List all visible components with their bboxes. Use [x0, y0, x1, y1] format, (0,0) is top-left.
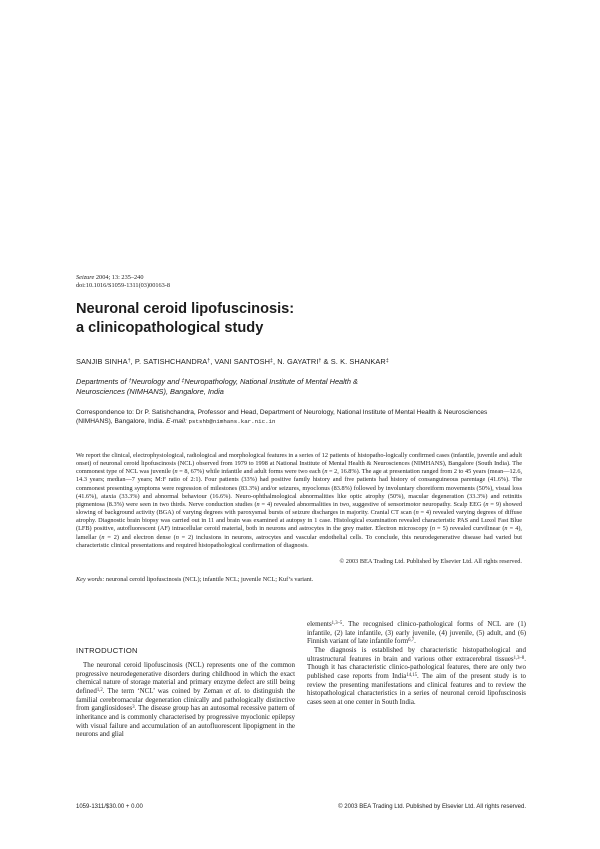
abstract-n: n	[256, 500, 260, 508]
journal-name: Seizure	[76, 274, 95, 281]
email-address[interactable]: pstshb@nimhans.kar.nic.in	[188, 418, 276, 425]
correspondence	[76, 408, 516, 426]
author-5-mark: ‡	[385, 357, 389, 364]
author-5: S. K. SHANKAR	[330, 357, 386, 366]
abstract-n: n	[174, 468, 178, 476]
intro-text: The neuronal ceroid lipofuscinosis (NCL) represents one of the common progressive neurodegenerative disorders during childhood in which the exact chemical nature of storage material and primary enzyme defect are still being defined	[76, 661, 295, 695]
intro-right-column	[307, 620, 526, 707]
reference-link[interactable]: 6,7	[408, 638, 415, 644]
intro-text: . The term ‘NCL’ was coined by Zeman	[102, 686, 226, 695]
article-title	[76, 300, 526, 338]
intro-text: . Though it has characteristic clinico-pathological features, there are only two published case reports from India	[307, 654, 526, 680]
abstract	[76, 452, 522, 550]
intro-text: The diagnosis is established by characteristic histopathological and ultrastructural features in brain and various other extracerebral tissues	[307, 645, 526, 663]
intro-et-al: et al.	[225, 686, 242, 695]
intro-left-column	[76, 661, 295, 739]
abstract-text: = 4) revealed abnormalities in two, suggestive of sensorimotor neuropathy. Scalp EEG (	[259, 500, 486, 508]
keywords	[76, 576, 522, 584]
author-2-mark: †	[207, 357, 211, 364]
abstract-n: n	[485, 500, 489, 508]
keywords-text: neuronal ceroid lipofuscinosis (NCL); infantile NCL; juvenile NCL; Kuf’s variant.	[104, 576, 314, 583]
affiliation-dept-2: Neuropathology, National Institute of Mental Health &	[184, 377, 358, 386]
abstract-text: = 9) showed slowing of background activity (BGA) of varying degrees with paroxysmal bursts of seizure discharges in majority. Cranial CT scan (	[76, 500, 523, 517]
author-3-mark: ‡	[270, 357, 273, 364]
abstract-text: = 2) and electron dense (	[104, 533, 176, 541]
abstract-n: n	[504, 525, 508, 533]
reference-link[interactable]: 1,3–5	[331, 620, 343, 626]
abstract-n: n	[175, 533, 179, 541]
author-2: P. SATISHCHANDRA	[134, 357, 208, 366]
footer-copyright: © 2003 BEA Trading Ltd. Published by Elsevier Ltd. All rights reserved.	[338, 804, 526, 810]
abstract-n: n	[431, 525, 435, 533]
abstract-text: We report the clinical, electrophysiological, radiological and morphological features in a series of 12 patients of histopatho-logically confirmed cases (infantile, juvenile and adult onset) of neuronal ceroid lipofuscinosis (NCL) observed from 1979 to 1998 at National Institute of Mental Health & Neurosciences (NIMHANS), Bangalore (South India). The commonest type of NCL was juvenile (	[76, 452, 522, 476]
abstract-text: = 8, 67%) while infantile and adult forms were two each (	[177, 468, 325, 476]
abstract-n: n	[324, 468, 328, 476]
abstract-text: = 4) revealed varying degrees of diffuse atrophy. Diagnostic brain biopsy was carried out in 11 and brain was examined at autopsy in 1 case. Histological examination revealed characteristic PAS and Luxol Fast Blue (LFB) positive, autofluorescent (AF) intracellular ceroid material, both in neurons and astrocytes in the grey matter. Electron microscopy (	[76, 509, 522, 533]
reference-link[interactable]: 3	[132, 705, 135, 711]
affiliation-prefix: Departments of	[76, 377, 129, 386]
footer-issn-price: 1059-1311/$30.00 + 0.00	[76, 804, 143, 810]
intro-right-paragraph-2	[307, 646, 526, 707]
abstract-text: = 5) revealed curvilinear (	[434, 525, 505, 533]
author-4: N. GAYATRI	[277, 357, 319, 366]
title-line-1: Neuronal ceroid lipofuscinosis:	[76, 301, 295, 317]
section-heading-introduction: INTRODUCTION	[76, 646, 138, 655]
author-ampersand: &	[323, 357, 329, 366]
affiliation	[76, 377, 416, 397]
abstract-n: n	[415, 509, 419, 517]
abstract-text: = 2) inclusions in neurons, astrocytes and vascular endothelial cells. To conclude, this neurodegenerative disease had varied but characteristic clinical presentations and required histopathological confirmation of diagnosis.	[76, 533, 522, 549]
abstract-text: = 2, 16.8%). The age at presentation ranged from 2 to 45 years (mean—12.6, 14.3 years; median—7 years; M:F ratio of 2:1). Four patients (33%) had positive family history and five patients had history of consanguineous parentage (41.6%). The commonest presenting symptoms were regression of milestones (83.3%) and/or seizures, myoclonus (83.8%) followed by involuntary choreiform movements (50%), visual loss (41.6%), ataxia (33.3%) and abnormal behaviour (16.6%). Neuro-ophthalmological abnormalities like optic atrophy (50%), macular degeneration (33.3%) and retinitis pigmentosa (8.3%) were seen in two thirds. Nerve conduction studies (	[76, 468, 523, 508]
abstract-text: = 4), lamellar (	[76, 525, 522, 541]
keywords-label: Key words:	[76, 576, 105, 583]
abstract-n: n	[101, 533, 105, 541]
intro-text: . The disease group has an autosomal recessive pattern of inheritance and is commonly characterised by progressive myoclonic epilepsy with visual failure and accumulation of an autofluorescent lipopigment in the neurons and glial	[76, 704, 295, 739]
email-label: E-mail:	[166, 418, 187, 425]
author-list: SANJIB SINHA†, P. SATISHCHANDRA†, VANI SANTOSH‡, N. GAYATRI† & S. K. SHANKAR‡	[76, 357, 389, 366]
affiliation-location: Neurosciences (NIMHANS), Bangalore, India	[76, 387, 224, 396]
reference-link[interactable]: 14,15	[406, 672, 417, 678]
author-4-mark: †	[318, 357, 322, 364]
intro-text: .	[414, 637, 416, 646]
reference-link[interactable]: 1,3–8	[513, 655, 525, 661]
author-1: SANJIB SINHA	[76, 357, 128, 366]
title-line-2: a clinicopathological study	[76, 320, 264, 336]
author-3: VANI SANTOSH	[214, 357, 271, 366]
intro-text: elements	[307, 620, 332, 628]
affiliation-mark-1: †	[128, 377, 132, 384]
journal-citation	[76, 274, 143, 282]
abstract-copyright: © 2003 BEA Trading Ltd. Published by Elsevier Ltd. All rights reserved.	[339, 558, 522, 565]
author-1-mark: †	[127, 357, 131, 364]
journal-volume-pages: 2004; 13: 235–240	[95, 274, 144, 281]
intro-right-paragraph-1	[307, 620, 526, 646]
reference-link[interactable]: 1,2	[96, 687, 103, 693]
affiliation-dept-1: Neurology and	[131, 377, 182, 386]
intro-text: . The aim of the present study is to review the presenting manifestations and clinical features and to review the histopathological characteristics in a series of neuronal ceroid lipofuscinosis cases seen at one center in South India.	[307, 671, 526, 706]
affiliation-mark-2: ‡	[181, 377, 185, 384]
correspondence-text: Correspondence to: Dr P. Satishchandra, Professor and Head, Department of Neurology, National Institute of Mental Health & Neurosciences (NIMHANS), Bangalore, India.	[76, 409, 488, 425]
doi-line: doi:10.1016/S1059-1311(03)00163-8	[76, 282, 171, 289]
intro-text: to distinguish the familial cerebromacular degeneration clinically and pathologically distinctive from gangliosidoses	[76, 686, 295, 713]
intro-text: . The recognised clinico-pathological forms of NCL are (1) infantile, (2) late infantile, (3) early juvenile, (4) juvenile, (5) adult, and (6) Finnish variant of late infantile form	[307, 620, 526, 646]
